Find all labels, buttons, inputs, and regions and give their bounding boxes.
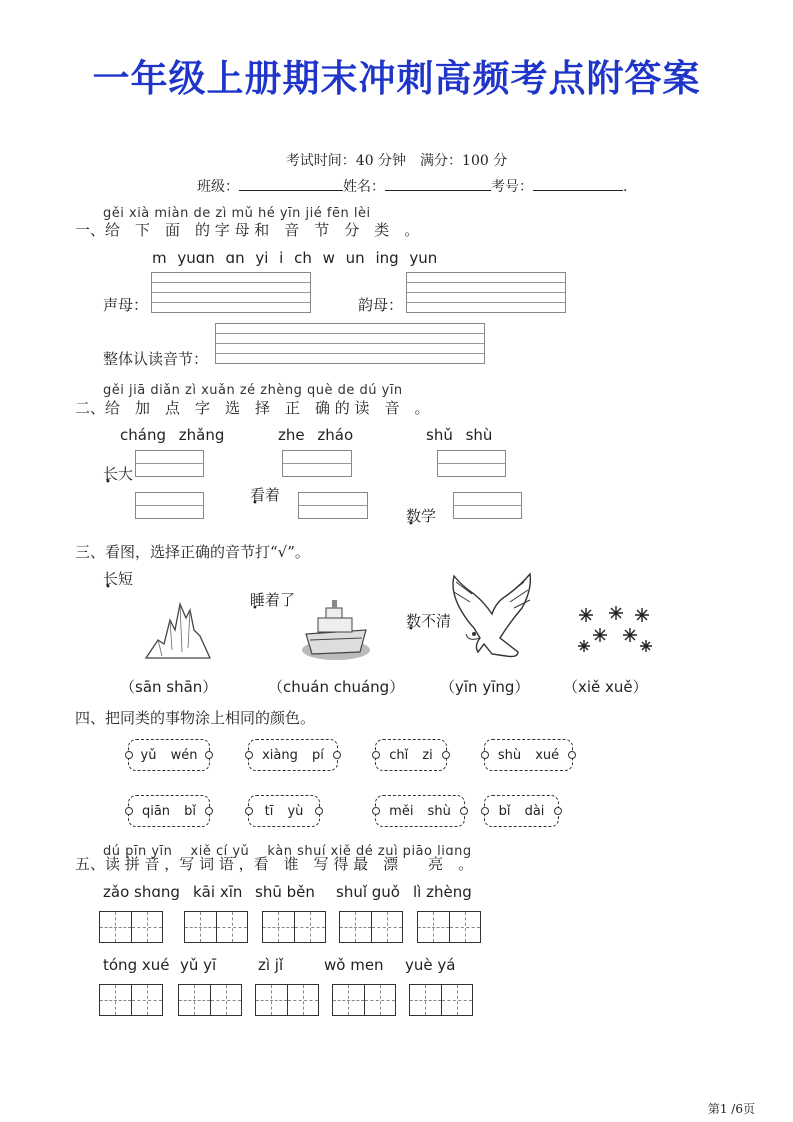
zhengti-lines[interactable] bbox=[215, 323, 485, 364]
student-info-row bbox=[197, 176, 627, 196]
write-grid-r2-4[interactable] bbox=[332, 984, 396, 1016]
page-number: 第1 /6页 bbox=[707, 1102, 755, 1116]
write-grid-r1-5[interactable] bbox=[417, 911, 481, 943]
tag-meishu[interactable]: měi shù bbox=[375, 795, 465, 827]
word-shuxue: 数学 • bbox=[406, 505, 793, 526]
word-kanzhe: 看着 • bbox=[250, 484, 793, 505]
s1-letters: m yuɑn ɑn yi i ch w un ing yun bbox=[152, 249, 438, 267]
word-shubuqing: 数不清 • bbox=[406, 610, 793, 631]
word-changduan: 长短 • bbox=[103, 568, 793, 589]
write-grid-r2-2[interactable] bbox=[178, 984, 242, 1016]
number-field[interactable] bbox=[533, 176, 623, 191]
end-mark: . bbox=[623, 179, 628, 195]
r1-pinyin-5: lì zhèng bbox=[413, 883, 472, 901]
write-grid-r2-5[interactable] bbox=[409, 984, 473, 1016]
r1-pinyin-4: shuǐ guǒ bbox=[336, 883, 400, 901]
s2-heading: 二、给 加 点 字 选 择 正 确 的 读 音 。 bbox=[75, 399, 430, 417]
choice-snow: （xiě xuě） bbox=[563, 678, 648, 696]
write-grid-r2-1[interactable] bbox=[99, 984, 163, 1016]
class-label: 班级： bbox=[197, 179, 239, 195]
write-grid-r2-3[interactable] bbox=[255, 984, 319, 1016]
write-grid-r1-4[interactable] bbox=[339, 911, 403, 943]
word-shuizhaole: 睡着了 • bbox=[250, 589, 793, 610]
answer-box-5[interactable] bbox=[298, 492, 368, 519]
s5-pinyin: dú pīn yīn xiě cí yǔ kàn shuí xiě dé zuì piāo liɑng bbox=[103, 844, 472, 859]
choice-ship: （chuán chuáng） bbox=[268, 678, 405, 696]
eagle-icon bbox=[444, 572, 532, 662]
snowflake-icon bbox=[576, 602, 656, 658]
r2-pinyin-2: yǔ yī bbox=[180, 956, 217, 974]
tag-xiangpi[interactable]: xiàng pí bbox=[248, 739, 338, 771]
shengmu-label: 声母： bbox=[103, 296, 149, 314]
s4-heading: 四、把同类的事物涂上相同的颜色。 bbox=[75, 709, 316, 727]
tag-tiyu[interactable]: tī yù bbox=[248, 795, 320, 827]
r1-pinyin-3: shū běn bbox=[255, 883, 315, 901]
class-field[interactable] bbox=[239, 176, 343, 191]
write-grid-r1-3[interactable] bbox=[262, 911, 326, 943]
exam-info: 考试时间：40 分钟 满分：100 分 bbox=[285, 153, 508, 169]
yunmu-label: 韵母： bbox=[358, 296, 404, 314]
s2-opt3: shǔ shù bbox=[426, 426, 493, 444]
choice-eagle: （yīn yīng） bbox=[440, 678, 530, 696]
write-grid-r1-1[interactable] bbox=[99, 911, 163, 943]
tag-shuxue[interactable]: shù xué bbox=[484, 739, 573, 771]
page-title: 一年级上册期末冲刺高频考点附答案 bbox=[92, 57, 701, 100]
write-grid-r1-2[interactable] bbox=[184, 911, 248, 943]
choice-mountain: （sān shān） bbox=[120, 678, 218, 696]
s1-heading: 一、给 下 面 的 字 母 和 音 节 分 类 。 bbox=[75, 221, 420, 239]
number-label: 考号： bbox=[491, 179, 533, 195]
r2-pinyin-1: tóng xué bbox=[103, 956, 170, 974]
answer-box-3[interactable] bbox=[437, 450, 506, 477]
s3-heading: 三、看图，选择正确的音节打“√”。 bbox=[75, 543, 310, 561]
answer-box-1[interactable] bbox=[135, 450, 204, 477]
mountain-icon bbox=[144, 600, 212, 662]
tag-qianbi[interactable]: qiān bǐ bbox=[128, 795, 210, 827]
shengmu-lines[interactable] bbox=[151, 272, 311, 313]
name-label: 姓名： bbox=[343, 179, 385, 195]
r2-pinyin-5: yuè yá bbox=[405, 956, 456, 974]
s2-opt1: cháng zhǎng bbox=[120, 426, 225, 444]
tag-bidai[interactable]: bǐ dài bbox=[484, 795, 559, 827]
s2-pinyin: gěi jiā diǎn zì xuǎn zé zhèng què de dú yīn bbox=[103, 383, 403, 398]
r2-pinyin-4: wǒ men bbox=[324, 956, 384, 974]
r2-pinyin-3: zì jǐ bbox=[258, 956, 284, 974]
answer-box-4[interactable] bbox=[135, 492, 204, 519]
s2-opt2: zhe zháo bbox=[278, 426, 354, 444]
zhengti-label: 整体认读音节： bbox=[103, 350, 209, 368]
ship-icon bbox=[300, 598, 372, 662]
s5-heading: 五、读 拼 音 ，写 词 语 ，看 谁 写 得 最 漂 亮 。 bbox=[75, 855, 474, 873]
s1-pinyin: gěi xià miàn de zì mǔ hé yīn jié fēn lèi bbox=[103, 206, 371, 221]
r1-pinyin-1: zǎo shɑng bbox=[103, 883, 180, 901]
answer-box-2[interactable] bbox=[282, 450, 352, 477]
word-changda: 长大 • bbox=[103, 463, 793, 484]
yunmu-lines[interactable] bbox=[406, 272, 566, 313]
r1-pinyin-2: kāi xīn bbox=[193, 883, 243, 901]
tag-yuwen[interactable]: yǔ wén bbox=[128, 739, 210, 771]
answer-box-6[interactable] bbox=[453, 492, 522, 519]
tag-chizi[interactable]: chǐ zi bbox=[375, 739, 447, 771]
name-field[interactable] bbox=[385, 176, 491, 191]
